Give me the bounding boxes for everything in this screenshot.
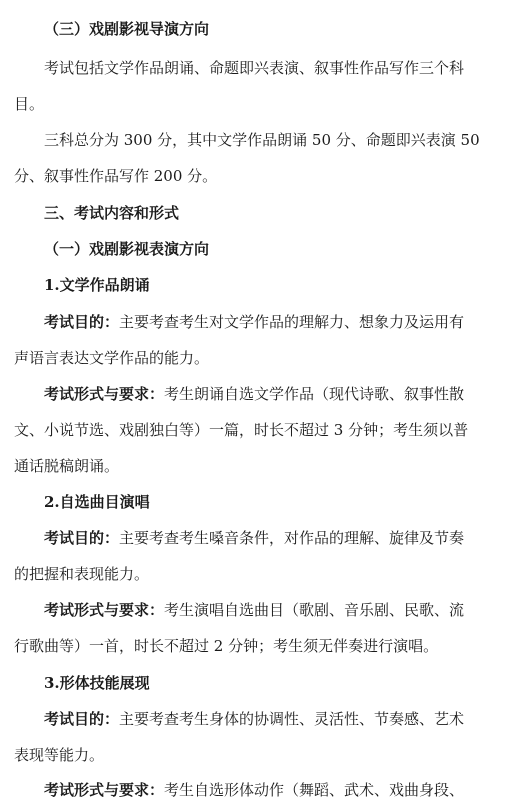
paragraph-line: 行歌曲等）一首，时长不超过 2 分钟；考生须无伴奏进行演唱。 [14, 637, 439, 655]
paragraph-line: 的把握和表现能力。 [14, 565, 150, 583]
form-label: 考试形式与要求： [44, 781, 165, 799]
item-title-recitation: 1.文学作品朗诵 [44, 276, 150, 294]
form-text: 考生演唱自选曲目（歌剧、音乐剧、民歌、流 [164, 601, 465, 619]
purpose-text: 主要考查考生对文学作品的理解力、想象力及运用有 [119, 313, 465, 331]
purpose-text: 主要考查考生身体的协调性、灵活性、节奏感、艺术 [119, 710, 465, 728]
form-label: 考试形式与要求： [44, 601, 165, 619]
paragraph-line [14, 601, 464, 620]
purpose-label: 考试目的： [44, 710, 120, 728]
paragraph-line: 表现等能力。 [14, 746, 105, 764]
paragraph-line: 声语言表达文学作品的能力。 [14, 349, 210, 367]
purpose-text: 主要考查考生嗓音条件，对作品的理解、旋律及节奏 [119, 529, 465, 547]
form-text: 考生朗诵自选文学作品（现代诗歌、叙事性散 [164, 385, 465, 403]
paragraph-line: 分、叙事性作品写作 200 分。 [14, 167, 218, 185]
form-text: 考生自选形体动作（舞蹈、武术、戏曲身段、 [164, 781, 465, 799]
section-heading-acting: （一）戏剧影视表演方向 [44, 240, 210, 258]
item-title-movement: 3.形体技能展现 [44, 674, 150, 692]
section-heading-directing: （三）戏剧影视导演方向 [44, 20, 210, 38]
form-label: 考试形式与要求： [44, 385, 165, 403]
item-title-singing: 2.自选曲目演唱 [44, 493, 150, 511]
paragraph-line [14, 313, 464, 332]
main-heading-exam-content: 三、考试内容和形式 [44, 204, 180, 222]
purpose-label: 考试目的： [44, 313, 120, 331]
paragraph-line [14, 710, 464, 729]
paragraph-line: 通话脱稿朗诵。 [14, 457, 120, 475]
paragraph-line [14, 781, 464, 800]
paragraph-line: 目。 [14, 95, 45, 113]
paragraph-line [14, 529, 464, 548]
paragraph-line: 考试包括文学作品朗诵、命题即兴表演、叙事性作品写作三个科 [44, 59, 465, 77]
paragraph-line: 文、小说节选、戏剧独白等）一篇，时长不超过 3 分钟；考生须以普 [14, 421, 469, 439]
purpose-label: 考试目的： [44, 529, 120, 547]
paragraph-line: 三科总分为 300 分，其中文学作品朗诵 50 分、命题即兴表演 50 [44, 131, 480, 149]
paragraph-line [14, 385, 464, 404]
